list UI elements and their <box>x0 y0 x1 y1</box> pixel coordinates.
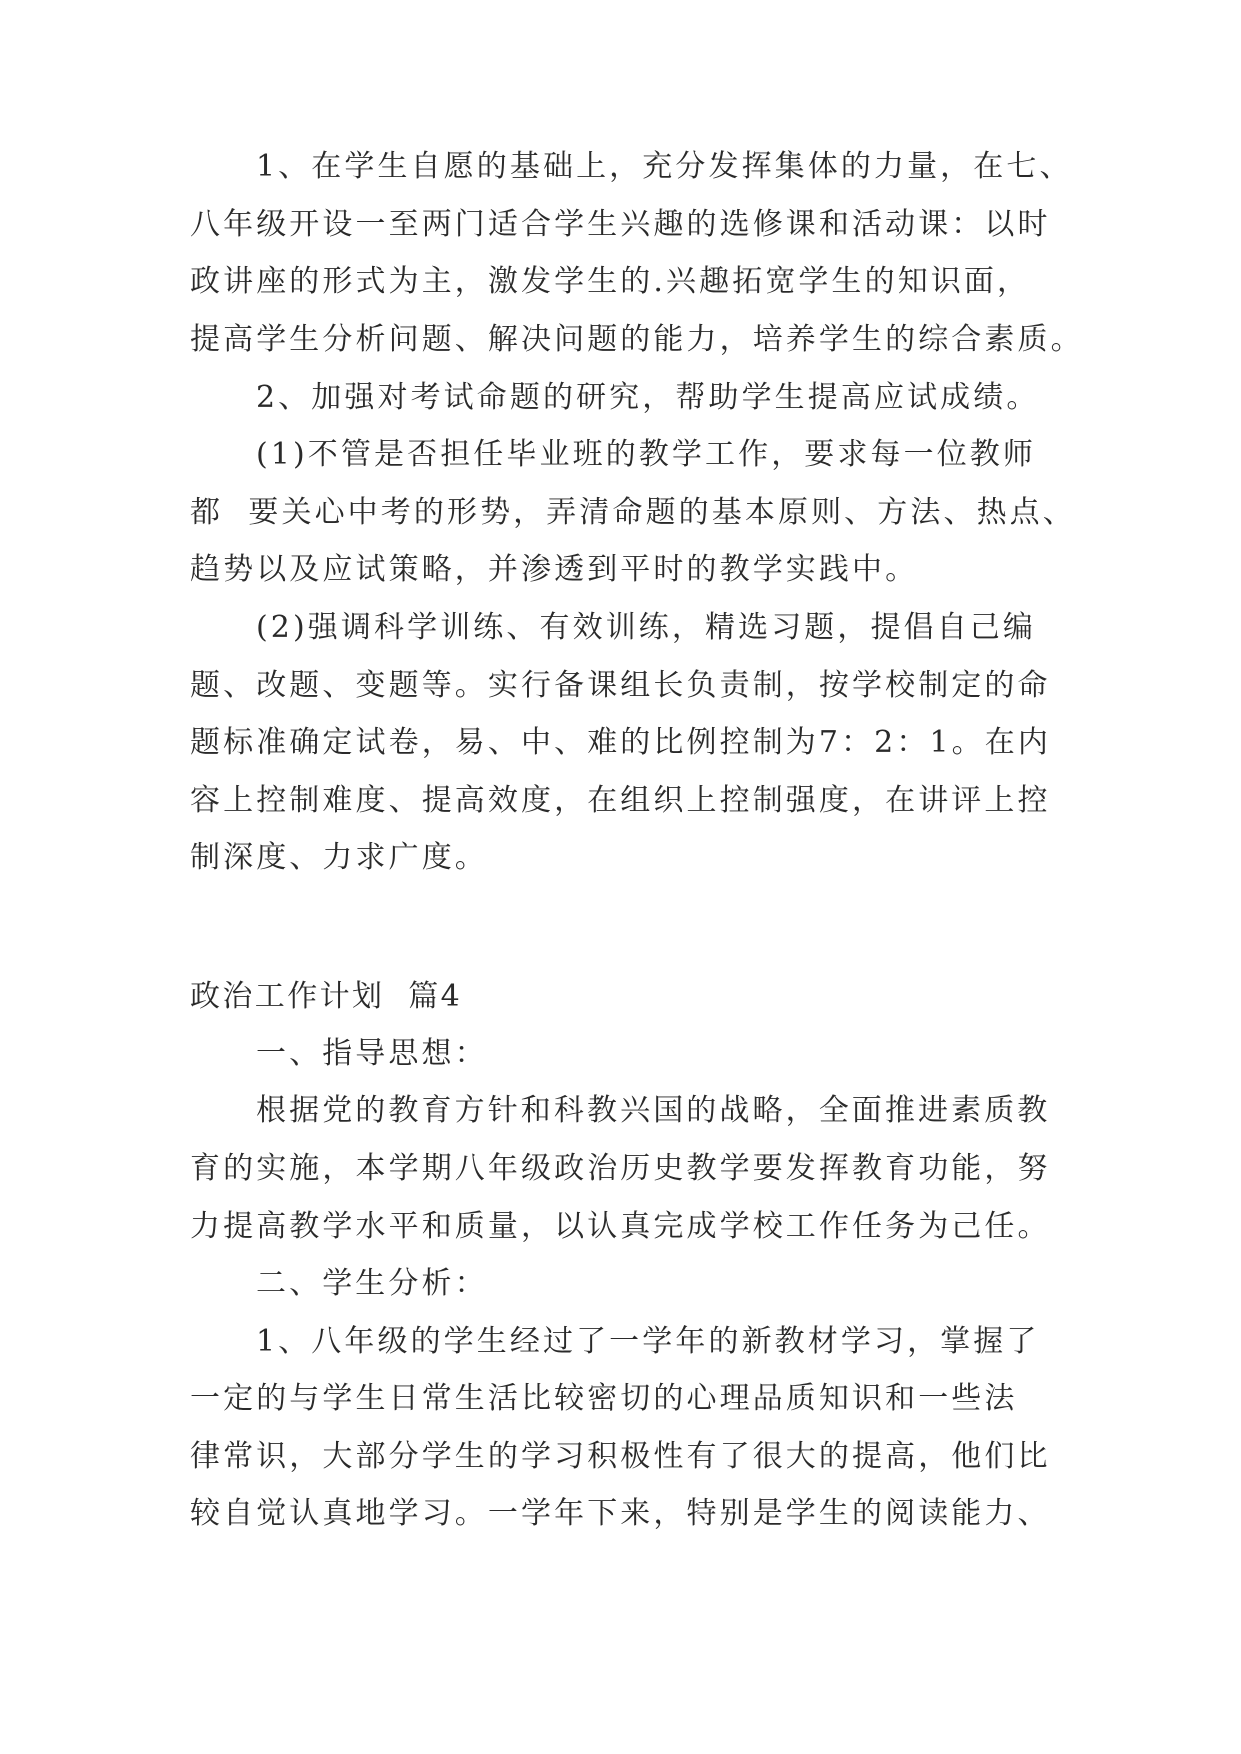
paragraph-line: 育的实施，本学期八年级政治历史教学要发挥教育功能，努 <box>190 1151 1051 1186</box>
paragraph-line: 一定的与学生日常生活比较密切的心理品质知识和一些法 <box>190 1381 1018 1416</box>
paragraph-line: 提高学生分析问题、解决问题的能力，培养学生的综合素质。 <box>190 322 1084 357</box>
section-heading: 政治工作计划 篇4 <box>190 979 463 1014</box>
paragraph-line: 2、加强对考试命题的研究，帮助学生提高应试成绩。 <box>256 380 1040 415</box>
paragraph-line: 政讲座的形式为主，激发学生的.兴趣拓宽学生的知识面， <box>190 264 1031 299</box>
paragraph-line: 根据党的教育方针和科教兴国的战略，全面推进素质教 <box>256 1093 1051 1128</box>
paragraph-line: 较自觉认真地学习。一学年下来，特别是学生的阅读能力、 <box>190 1496 1051 1531</box>
paragraph-line: (2)强调科学训练、有效训练，精选习题，提倡自己编 <box>256 610 1036 645</box>
paragraph-line: 1、八年级的学生经过了一学年的新教材学习，掌握了 <box>256 1324 1040 1359</box>
subheading-line: 二、学生分析： <box>256 1266 488 1301</box>
paragraph-line: 题标准确定试卷，易、中、难的比例控制为7：2：1。在内 <box>190 725 1051 760</box>
paragraph-line: 题、改题、变题等。实行备课组长负责制，按学校制定的命 <box>190 668 1051 703</box>
paragraph-line: 都 要关心中考的形势，弄清命题的基本原则、方法、热点、 <box>190 495 1076 530</box>
paragraph-line: (1)不管是否担任毕业班的教学工作，要求每一位教师 <box>256 437 1036 472</box>
paragraph-line: 1、在学生自愿的基础上，充分发挥集体的力量，在七、 <box>256 149 1073 184</box>
paragraph-line: 制深度、力求广度。 <box>190 840 488 875</box>
subheading-line: 一、指导思想： <box>256 1036 488 1071</box>
paragraph-line: 趋势以及应试策略，并渗透到平时的教学实践中。 <box>190 552 919 587</box>
paragraph-line: 八年级开设一至两门适合学生兴趣的选修课和活动课：以时 <box>190 207 1051 242</box>
paragraph-line: 容上控制难度、提高效度，在组织上控制强度，在讲评上控 <box>190 783 1051 818</box>
paragraph-line: 力提高教学水平和质量，以认真完成学校工作任务为己任。 <box>190 1209 1051 1244</box>
paragraph-line: 律常识，大部分学生的学习积极性有了很大的提高，他们比 <box>190 1439 1051 1474</box>
